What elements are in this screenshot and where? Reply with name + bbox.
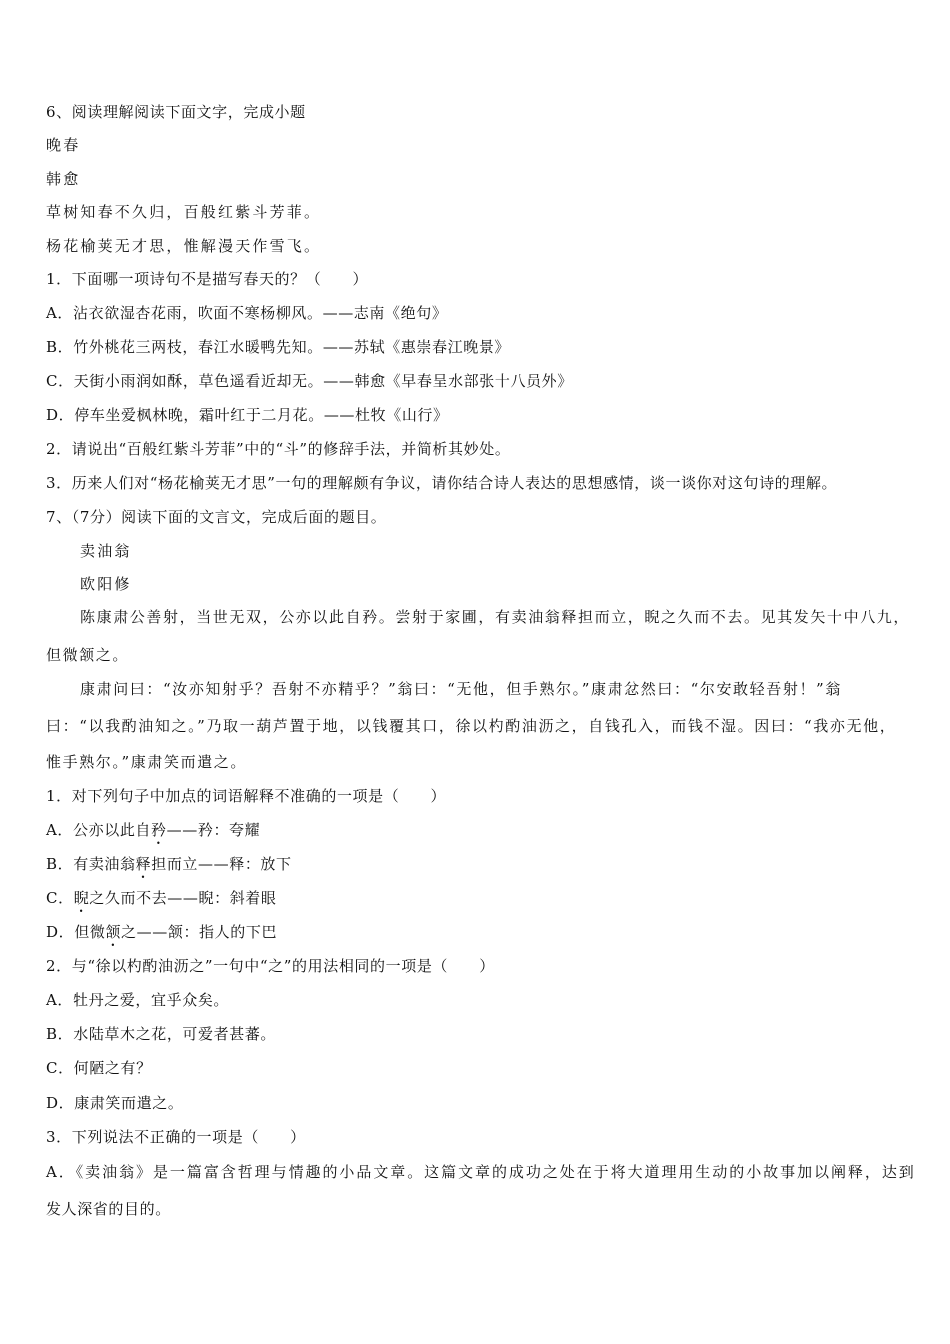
dotted-word: 颔 (105, 923, 122, 941)
poem-author: 韩愈 (46, 170, 81, 188)
dotted-word: 释 (135, 855, 152, 873)
q6-subquestion-1: 1．下面哪一项诗句不是描写春天的？（ ） (46, 270, 369, 288)
q7-q2-option-b: B．水陆草木之花，可爱者甚蕃。 (46, 1025, 277, 1043)
q7-q3-option-a-line: A．《卖油翁》是一篇富含哲理与情趣的小品文章。这篇文章的成功之处在于将大道理用生动的小故事加以阐释，达到 (46, 1163, 916, 1181)
q7-option-b: B．有卖油翁释担而立——释：放下 (46, 855, 292, 873)
passage-paragraph-1-line: 但微颔之。 (46, 646, 130, 664)
q7-option-a: A．公亦以此自矜——矜：夸耀 (46, 821, 261, 839)
poem-line: 杨花榆荚无才思，惟解漫天作雪飞。 (46, 237, 322, 255)
q7-subquestion-1: 1．对下列句子中加点的词语解释不准确的一项是（ ） (46, 787, 447, 805)
poem-title: 晚春 (46, 136, 81, 154)
q6-subquestion-2: 2．请说出“百般红紫斗芳菲”中的“斗”的修辞手法，并简析其妙处。 (46, 440, 511, 458)
q7-option-d: D．但微颔之——颔：指人的下巴 (46, 923, 278, 941)
dotted-word: 睨 (73, 889, 90, 907)
q7-q3-option-a-line: 发人深省的目的。 (46, 1200, 171, 1218)
passage-paragraph-1-line: 陈康肃公善射，当世无双，公亦以此自矜。尝射于家圃，有卖油翁释担而立，睨之久而不去。见其发矢十中八九， (80, 608, 911, 626)
q6-option-d: D．停车坐爱枫林晚，霜叶红于二月花。——杜牧《山行》 (46, 406, 449, 424)
q7-q2-option-c: C．何陋之有？ (46, 1059, 152, 1077)
q6-option-a: A．沾衣欲湿杏花雨，吹面不寒杨柳风。——志南《绝句》 (46, 304, 448, 322)
q6-option-c: C．天街小雨润如酥，草色遥看近却无。——韩愈《早春呈水部张十八员外》 (46, 372, 573, 390)
q6-subquestion-3: 3．历来人们对“杨花榆荚无才思”一句的理解颇有争议，请你结合诗人表达的思想感情，谈一谈你对这句诗的理解。 (46, 474, 838, 492)
passage-title: 卖油翁 (80, 542, 132, 560)
q7-option-c: C．睨之久而不去——睨：斜着眼 (46, 889, 277, 907)
passage-author: 欧阳修 (80, 575, 132, 593)
question-7-header: 7、（7分）阅读下面的文言文，完成后面的题目。 (46, 508, 387, 526)
passage-paragraph-2-line: 康肃问曰：“汝亦知射乎？吾射不亦精乎？”翁曰：“无他，但手熟尔。”康肃忿然曰：“尔安敢轻吾射！”翁 (80, 680, 842, 698)
q7-subquestion-3: 3．下列说法不正确的一项是（ ） (46, 1128, 306, 1146)
q7-subquestion-2: 2．与“徐以杓酌油沥之”一句中“之”的用法相同的一项是（ ） (46, 957, 495, 975)
q7-q2-option-d: D．康肃笑而遣之。 (46, 1094, 184, 1112)
q6-option-b: B．竹外桃花三两枝，春江水暖鸭先知。——苏轼《惠崇春江晚景》 (46, 338, 511, 356)
poem-line: 草树知春不久归，百般红紫斗芳菲。 (46, 203, 322, 221)
question-6-header: 6、阅读理解阅读下面文字，完成小题 (46, 103, 306, 121)
q7-q2-option-a: A．牡丹之爱，宜乎众矣。 (46, 991, 230, 1009)
passage-paragraph-2-line: 曰：“以我酌油知之。”乃取一葫芦置于地，以钱覆其口，徐以杓酌油沥之，自钱孔入，而钱不湿。因曰：“我亦无他， (46, 717, 897, 735)
dotted-word: 矜 (151, 821, 167, 839)
passage-paragraph-2-line: 惟手熟尔。”康肃笑而遣之。 (46, 753, 247, 771)
